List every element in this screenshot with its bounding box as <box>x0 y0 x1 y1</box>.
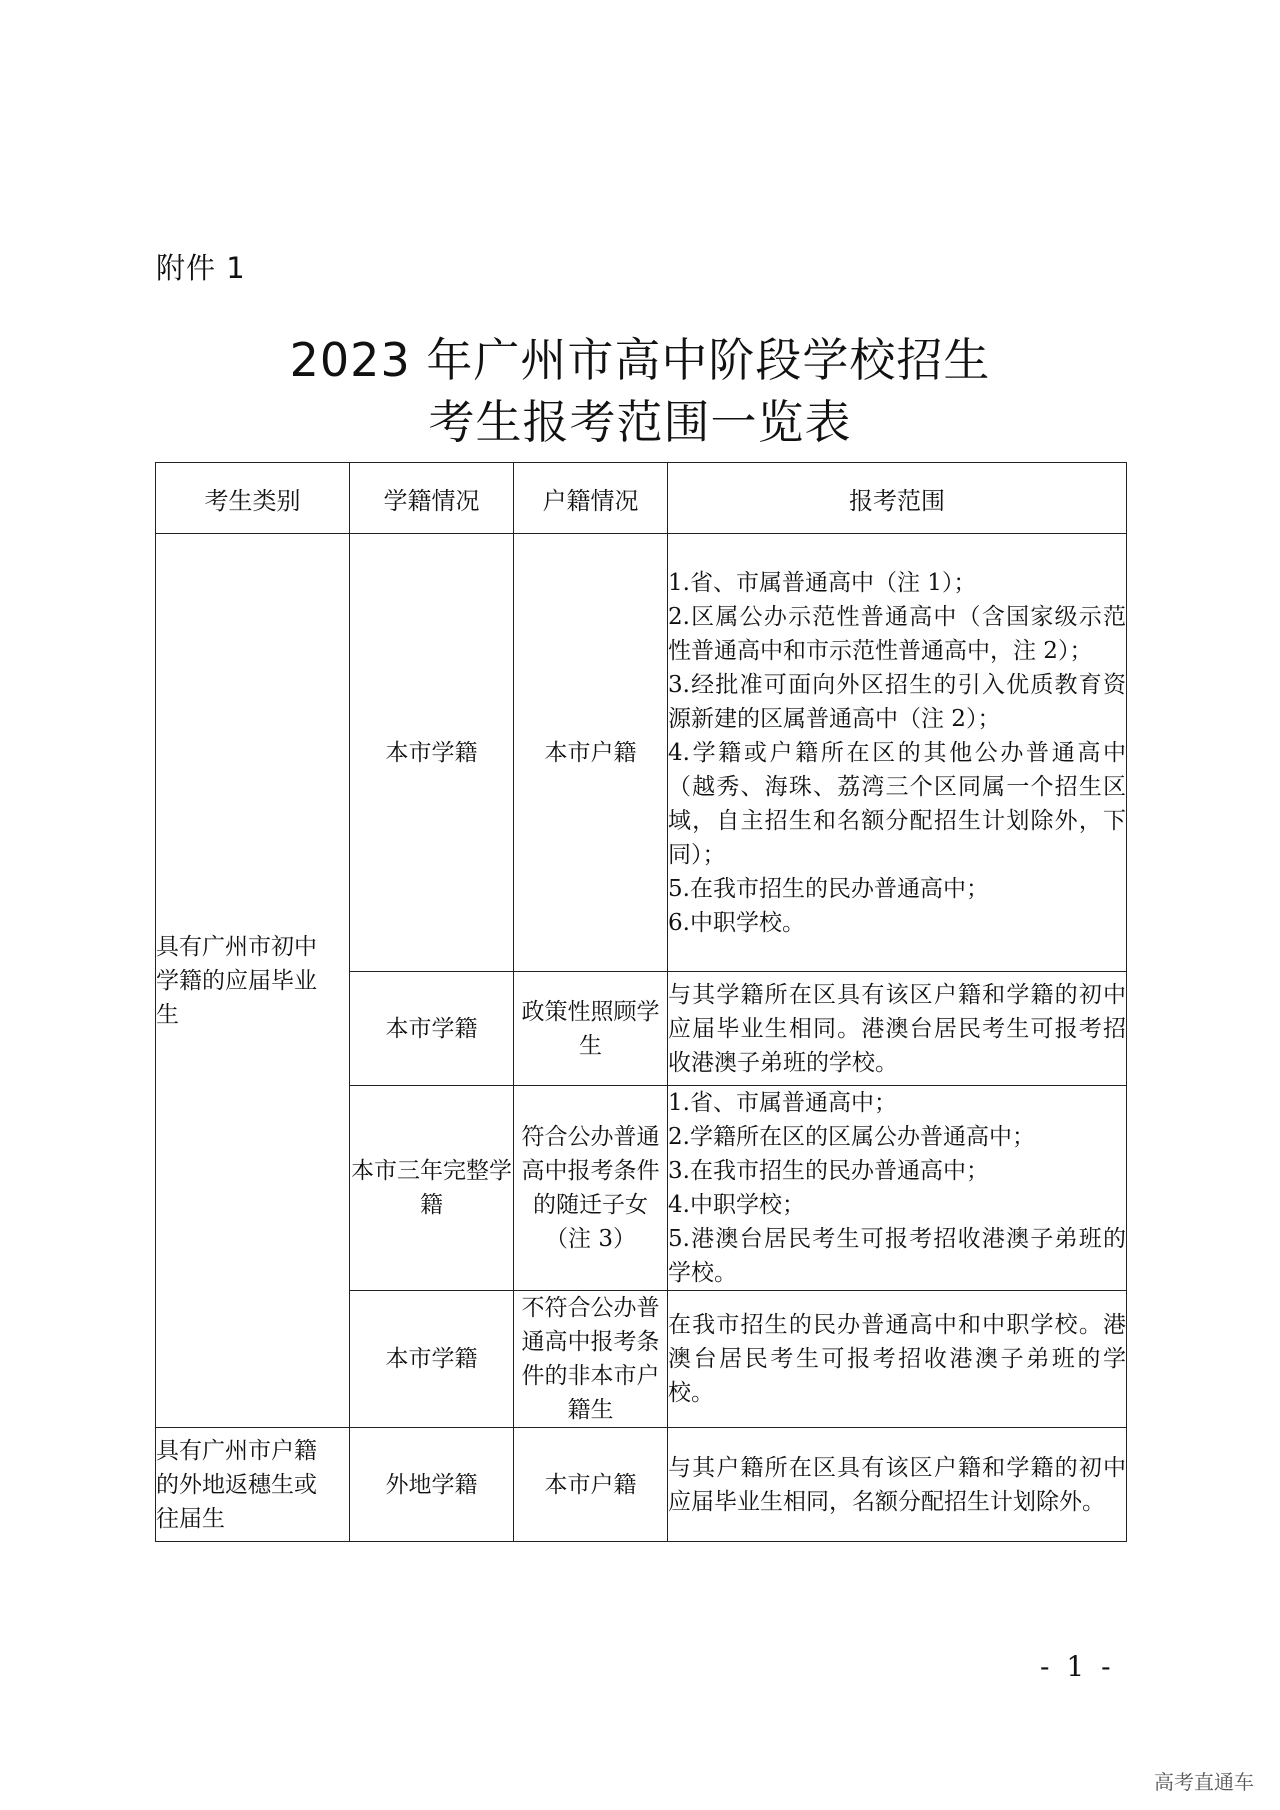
scope-item: 3.经批准可面向外区招生的引入优质教育资源新建的区属普通高中（注 2）； <box>668 671 1126 732</box>
scope-item: 4.中职学校； <box>668 1192 805 1218</box>
scope-cell <box>668 534 1127 972</box>
school-status-cell: 本市学籍 <box>350 534 514 972</box>
household-cell: 本市户籍 <box>514 1428 668 1542</box>
header-school-status: 学籍情况 <box>350 463 514 534</box>
table-header-row <box>156 463 1127 534</box>
category-cell: 具有广州市初中学籍的应届毕业生 <box>156 534 350 1428</box>
page-number: - 1 - <box>1040 1650 1115 1683</box>
school-status-cell: 本市学籍 <box>350 972 514 1086</box>
scope-cell <box>668 1291 1127 1428</box>
watermark-text: 高考直通车 <box>1154 1770 1254 1794</box>
scope-item: 2.学籍所在区的区属公办普通高中； <box>668 1124 1035 1150</box>
document-title-line-2: 考生报考范围一览表 <box>428 395 852 449</box>
header-scope: 报考范围 <box>668 463 1127 534</box>
header-household: 户籍情况 <box>514 463 668 534</box>
attachment-label: 附件 1 <box>156 251 246 285</box>
scope-item: 与其学籍所在区具有该区户籍和学籍的初中应届毕业生相同。港澳台居民考生可报考招收港澳子弟班的学校。 <box>668 981 1126 1076</box>
scope-item: 5.在我市招生的民办普通高中； <box>668 875 989 902</box>
scope-cell <box>668 1086 1127 1291</box>
scope-item: 5.港澳台居民考生可报考招收港澳子弟班的学校。 <box>668 1226 1126 1286</box>
school-status-cell: 本市学籍 <box>350 1291 514 1428</box>
scope-item: 6.中职学校。 <box>668 909 805 936</box>
document-title-line-1: 2023 年广州市高中阶段学校招生 <box>289 333 991 387</box>
scope-item: 与其户籍所在区具有该区户籍和学籍的初中应届毕业生相同，名额分配招生计划除外。 <box>668 1454 1126 1515</box>
scope-item: 在我市招生的民办普通高中和中职学校。港澳台居民考生可报考招收港澳子弟班的学校。 <box>668 1312 1126 1406</box>
school-status-cell: 外地学籍 <box>350 1428 514 1542</box>
scope-item: 2.区属公办示范性普通高中（含国家级示范性普通高中和市示范性普通高中，注 2）； <box>668 603 1126 664</box>
scope-item: 3.在我市招生的民办普通高中； <box>668 1158 989 1184</box>
scope-item: 1.省、市属普通高中（注 1）； <box>668 569 977 596</box>
table-row <box>156 1428 1127 1542</box>
household-cell: 不符合公办普通高中报考条件的非本市户籍生 <box>514 1291 668 1428</box>
header-category: 考生类别 <box>156 463 350 534</box>
enrollment-scope-table <box>155 462 1127 1542</box>
household-cell: 政策性照顾学生 <box>514 972 668 1086</box>
household-cell: 本市户籍 <box>514 534 668 972</box>
school-status-cell: 本市三年完整学籍 <box>350 1086 514 1291</box>
scope-item: 1.省、市属普通高中； <box>668 1090 897 1116</box>
table-row <box>156 534 1127 972</box>
scope-cell <box>668 1428 1127 1542</box>
scope-cell <box>668 972 1127 1086</box>
category-cell: 具有广州市户籍的外地返穗生或往届生 <box>156 1428 350 1542</box>
scope-item: 4.学籍或户籍所在区的其他公办普通高中（越秀、海珠、荔湾三个区同属一个招生区域，自主招生和名额分配招生计划除外，下同）； <box>668 739 1126 868</box>
household-cell: 符合公办普通高中报考条件的随迁子女（注 3） <box>514 1086 668 1291</box>
